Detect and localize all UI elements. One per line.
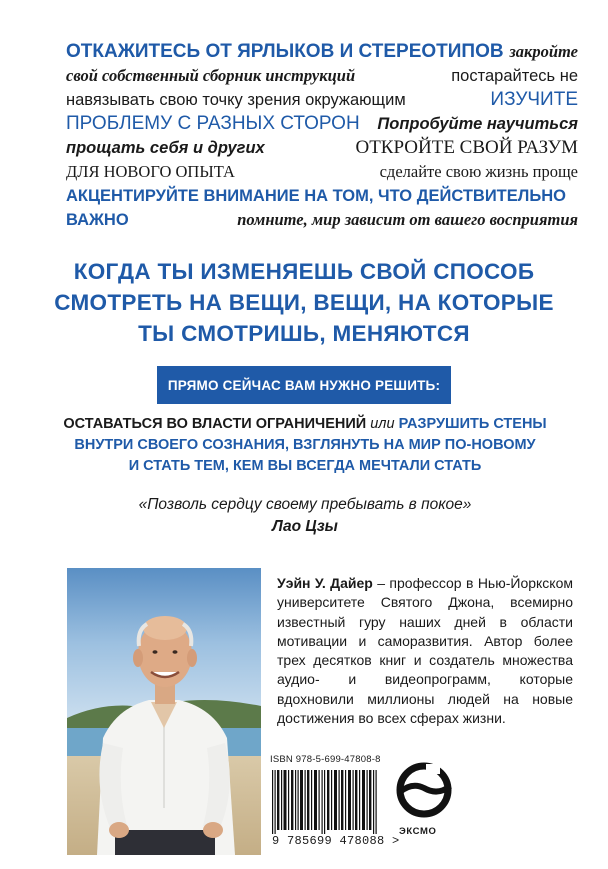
phrase-perception: помните, мир зависит от вашего восприятия — [237, 210, 578, 229]
choice-break-3: И СТАТЬ ТЕМ, КЕМ ВЫ ВСЕГДА МЕЧТАЛИ СТАТЬ — [128, 458, 482, 474]
publisher-name: ЭКСМО — [399, 826, 437, 837]
phrase-important: ВАЖНО — [66, 211, 129, 229]
cloud-row-2 — [66, 64, 578, 88]
slogan-line: ТЫ СМОТРИШЬ, МЕНЯЮТСЯ — [138, 321, 470, 346]
phrase-focus: АКЦЕНТИРУЙТЕ ВНИМАНИЕ НА ТОМ, ЧТО ДЕЙСТВИТЕЛЬНО — [66, 187, 566, 205]
manifesto-cloud — [66, 40, 578, 232]
phrase-labels: ОТКАЖИТЕСЬ ОТ ЯРЛЫКОВ И СТЕРЕОТИПОВ — [66, 41, 504, 62]
phrase-instructions: свой собственный сборник инструкций — [66, 66, 356, 85]
choice-break: РАЗРУШИТЬ СТЕНЫ — [398, 416, 547, 432]
phrase-simpler: сделайте свою жизнь проще — [379, 162, 578, 181]
cloud-row-1 — [66, 40, 578, 64]
quote-author: Лао Цзы — [272, 518, 338, 535]
phrase-close: закройте — [509, 42, 578, 61]
author-bio — [277, 574, 573, 728]
barcode-icon — [268, 768, 390, 842]
quote-block — [60, 494, 550, 538]
phrase-open-mind: ОТКРОЙТЕ СВОЙ РАЗУМ — [355, 137, 578, 158]
phrase-try-not: постарайтесь не — [451, 67, 578, 85]
author-bio-text: – профессор в Нью-Йоркском университете Святого Джона, всемирно известный гуру наших дней в области мотивации и саморазвития. Автор более трех десятков книг и создатель множества аудио- и видеопрограмм, которые вдохновили миллионы людей на новые достижения во всех сферах жизни. — [277, 575, 573, 727]
phrase-sides: ПРОБЛЕМУ С РАЗНЫХ СТОРОН — [66, 113, 360, 134]
choice-or: или — [370, 416, 395, 432]
choice-stay: ОСТАВАТЬСЯ ВО ВЛАСТИ ОГРАНИЧЕНИЙ — [63, 416, 367, 432]
author-photo — [67, 568, 261, 855]
main-slogan — [40, 256, 568, 349]
choice-break-2: ВНУТРИ СВОЕГО СОЗНАНИЯ, ВЗГЛЯНУТЬ НА МИР ПО-НОВОМУ — [74, 437, 536, 453]
isbn-label: ISBN 978-5-699-47808-8 — [270, 754, 381, 765]
phrase-learn: Попробуйте научиться — [377, 115, 578, 133]
cloud-row-5 — [66, 136, 578, 160]
choice-text — [60, 414, 550, 477]
phrase-forgive: прощать себя и других — [66, 139, 265, 157]
barcode-digits: 9 785699 478088 > — [272, 834, 400, 848]
cloud-row-4 — [66, 112, 578, 136]
cloud-row-6 — [66, 160, 578, 184]
cloud-row-8 — [66, 208, 578, 232]
author-name: Уэйн У. Дайер — [277, 575, 373, 591]
quote-text: «Позволь сердцу своему пребывать в покое» — [138, 496, 472, 513]
phrase-impose: навязывать свою точку зрения окружающим — [66, 91, 406, 109]
phrase-study: ИЗУЧИТЕ — [490, 89, 578, 110]
slogan-line: КОГДА ТЫ ИЗМЕНЯЕШЬ СВОЙ СПОСОБ — [73, 259, 535, 284]
cloud-row-3 — [66, 88, 578, 112]
cloud-row-7 — [66, 184, 578, 208]
author-photo-image — [67, 568, 261, 855]
slogan-line: СМОТРЕТЬ НА ВЕЩИ, ВЕЩИ, НА КОТОРЫЕ — [54, 290, 554, 315]
phrase-experience: ДЛЯ НОВОГО ОПЫТА — [66, 162, 235, 181]
decision-banner: ПРЯМО СЕЙЧАС ВАМ НУЖНО РЕШИТЬ: — [157, 366, 451, 404]
